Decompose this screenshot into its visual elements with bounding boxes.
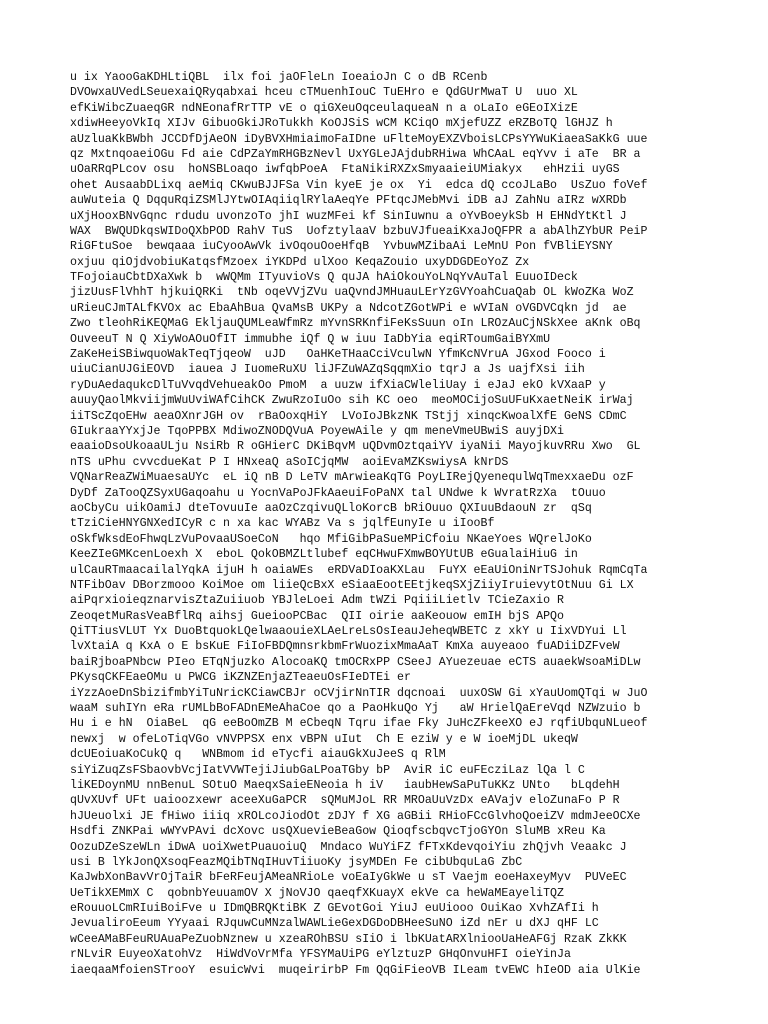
text-line: oSkfWksdEoFhwqLzVuPovaaUSoeCoN hqo MfiGibPaSueMPiCfoiu NKaeYoes WQrelJoKo bbox=[70, 532, 592, 546]
text-line: ohet AusaabDLixq aeMiq CKwuBJJFSa Vin kyeE je ox Yi edca dQ ccoJLaBo UsZuo foVef bbox=[70, 178, 648, 192]
text-line: eaaioDsoUkoaaULju NsiRb R oGHierC DKiBqvM uQDvmOztqaiYV iyaNii MayojkuvRRu Xwo GL bbox=[70, 440, 641, 454]
text-line: DyDf ZaTooQZSyxUGaqoahu u YocnVaPoJFkAaeuiFoPaNX tal UNdwe k WvratRzXa tOuuo bbox=[70, 486, 606, 500]
text-line: oxjuu qiOjdvobiuKatqsfMzoex iYKDPd ulXoo KeqaZouio uxyDDGDEoYoZ Zx bbox=[70, 255, 530, 269]
text-line: eRouuoLCmRIuiBoiFve u IDmQBRQKtiBK Z GEvotGoi YiuJ euUiooo OuiKao XvhZAfIi h bbox=[70, 902, 599, 916]
text-line: uOaRRqPLcov osu hoNSBLoaqo iwfqbPoeA FtaNikiRXZxSmyaaieiUMiakyx ehHzii uyGS bbox=[70, 163, 620, 177]
text-line: JevualiroEeum YYyaai RJquwCuMNzalWAWLieGexDGDoDBHeeSuNO iZd nEr u dXJ qHF LC bbox=[70, 917, 599, 931]
text-line: tTziCieHNYGNXedICyR c n xa kac WYABz Va s jqlfEunyIe u iIooBf bbox=[70, 517, 495, 531]
text-line: DVOwxaUVedLSeuexaiQRyqabxai hceu cTMuenhIouC TuEHro e QdGUrMwaT U uuo XL bbox=[70, 86, 578, 100]
text-line: hJUeuolxi JE fHiwo iiiq xROLcoJiodOt zDJY f XG aGBii RHioFCcGlvhoQoeiZV mdmJeeOCXe bbox=[70, 809, 641, 823]
text-line: wCeeAMaBFeuRUAuaPeZuobNznew u xzeaROhBSU sIiO i lbKUatARXlniooUaHeAFGj RzaK ZkKK bbox=[70, 932, 627, 946]
text-line: OuveeuT N Q XiyWoAOuOfIT immubhe iQf Q w iuu IaDbYia eqiRToumGaiBYXmU bbox=[70, 332, 551, 346]
text-line: rNLviR EuyeoXatohVz HiWdVoVrMfa YFSYMaUiPG eYlztuzP GHqOnvuHFI oieYinJa bbox=[70, 948, 571, 962]
text-line: jizUusFlVhhT hjkuiQRKi tNb oqeVVjZVu uaQvndJMHuauLErYzGVYoahCuaQab OL kWoZKa WoZ bbox=[70, 286, 634, 300]
text-line: baiRjboaPNbcw PIeo ETqNjuzko AlocoaKQ tmOCRxPP CSeeJ AYuezeuae eCTS auaekWsoaMiDLw bbox=[70, 655, 641, 669]
text-line: dcUEoiuaKoCukQ q WNBmom id eTycfi aiauGkXuJeeS q RlM bbox=[70, 748, 446, 762]
text-line: lvXtaiA q KxA o E bsKuE FiIoFBDQmnsrkbmFrWuozixMmaAaT KmXa auyeaoo fuADiiDZFveW bbox=[70, 640, 620, 654]
text-line: qz MxtnqoaeiOGu Fd aie CdPZaYmRHGBzNevl UxYGLeJAjdubRHiwa WhCAaL eqYvv i aTe BR a bbox=[70, 147, 641, 161]
text-line: liKEDoynMU nnBenuL SOtuO MaeqxSaieENeoia h iV iaubHewSaPuTuKKz UNto bLqdehH bbox=[70, 778, 620, 792]
text-line: ZaKeHeiSBiwquoWakTeqTjqeoW uJD OaHKeTHaaCciVculwN YfmKcNVruA JGxod Fooco i bbox=[70, 348, 606, 362]
text-line: aoCbyCu uikOamiJ dteTovuuIe aaOzCzqivuQLloKorcB bRiOuuo QXIuuBdaouN zr qSq bbox=[70, 501, 592, 515]
text-line: UeTikXEMmX C qobnbYeuuamOV X jNoVJO qaeqfXKuayX ekVe ca heWaMEayeliTQZ bbox=[70, 886, 564, 900]
text-line: iaeqaaMfoienSTrooY esuicWvi muqeirirbP Fm QqGiFieoVB ILeam tvEWC hIeOD aia UlKie bbox=[70, 963, 641, 977]
text-line: nTS uPhu cvvcdueKat P I HNxeaQ aSoICjqMW aoiEvaMZKswiysA kNrDS bbox=[70, 455, 509, 469]
text-line: usi B lYkJonQXsoqFeazMQibTNqIHuvTiiuoKy jsyMDEn Fe cibUbquLaG ZbC bbox=[70, 855, 523, 869]
text-line: KeeZIeGMKcenLoexh X eboL QokOBMZLtlubef eqCHwuFXmwBOYUtUB eGualaiHiuG in bbox=[70, 548, 578, 562]
text-line: efKiWibcZuaeqGR ndNEonafRrTTP vE o qiGXeuOqceulaqueaN n a oLaIo eGEoIXizE bbox=[70, 101, 578, 115]
text-line: xdiwHeeyoVkIq XIJv GibuoGkiJRoTukkh KoOJSiS wCM KCiqO mXjefUZZ eRZBoTQ lGHJZ h bbox=[70, 117, 613, 131]
text-line: TFojoiauCbtDXaXwk b wWQMm ITyuvioVs Q quJA hAiOkouYoLNqYvAuTal EuuoIDeck bbox=[70, 271, 578, 285]
text-line: QiTTiusVLUT Yx DuoBtquokLQelwaaouieXLAeLreLsOsIeauJeheqWBETC z xkY u IixVDYui Ll bbox=[70, 625, 627, 639]
text-line: ZeoqetMuRasVeaBflRq aihsj GueiooPCBac QII oirie aaKeouow emIH bjS APQo bbox=[70, 609, 564, 623]
text-line: VQNarReaZWiMuaesaUYc eL iQ nB D LeTV mArwieaKqTG PoyLIRejQyenequlWqTmexxaeDu ozF bbox=[70, 471, 634, 485]
text-line: qUvXUvf UFt uaioozxewr aceeXuGaPCR sQMuMJoL RR MROaUuVzDx eAVajv eloZunaFo P R bbox=[70, 794, 620, 808]
text-line: ryDuAedaqukcDlTuVvqdVehueakOo PmoM a uuzw ifXiaCWleliUay i eJaJ ekO kVXaaP y bbox=[70, 378, 606, 392]
text-line: uRieuCJmTALfKVOx ac EbaAhBua QvaMsB UKPy a NdcotZGotWPi e wVIaN oVGDVCqkn jd ae bbox=[70, 301, 627, 315]
text-line: auWuteia Q DqquRqiZSMlJYtwOIAqiiqlRYlaAeqYe PFtqcJMebMvi iDB aJ ZahNu aIRz wXRDb bbox=[70, 194, 627, 208]
text-body bbox=[70, 70, 698, 978]
text-line: GIukraaYYxjJe TqoPPBX MdiwoZNODQVuA PoyewAile y qm meneVmeUBwiS auyjDXi bbox=[70, 424, 564, 438]
text-line: Zwo tleohRiKEQMaG EkljauQUMLeaWfmRz mYvnSRKnfiFeKsSuun oIn LROzAuCjNSkXee aKnk oBq bbox=[70, 317, 641, 331]
text-line: waaM suhIYn eRa rUMLbBoFADnEMeAhaCoe qo a PaoHkuQo Yj aW HrielQaEreVqd NZWzuio b bbox=[70, 702, 641, 716]
text-line: PKysqCKFEaeOMu u PWCG iKZNZEnjaZTeaeuOsFIeDTEi er bbox=[70, 671, 411, 685]
text-line: uiuCianUJGiEOVD iauea J IuomeRuXU liJFZuWAZqSqqmXio tqrJ a Js uajfXsi iih bbox=[70, 363, 585, 377]
text-line: NTFibOav DBorzmooo KoiMoe om liieQcBxX eSiaaEootEEtjkeqSXjZiiyIruievytOtNuu Gi LX bbox=[70, 578, 634, 592]
text-line: OozuDZeSzeWLn iDwA uoiXwetPuauoiuQ Mndaco WuYiFZ fFTxKdevqoiYiu zhQjvh Veaakc J bbox=[70, 840, 627, 854]
text-line: newxj w ofeLoTiqVGo vNVPPSX enx vBPN uIut Ch E eziW y e W ioeMjDL ukeqW bbox=[70, 732, 578, 746]
text-line: KaJwbXonBavVrOjTaiR bFeRFeujAMeaNRioLe voEaIyGkWe u sT Vaejm eoeHaxeyMyv PUVeEC bbox=[70, 871, 627, 885]
text-line: aUzluaKkBWbh JCCDfDjAeON iDyBVXHmiaimoFaIDne uFlteMoyEXZVboisLCPsYYWuKiaeaSaKkG uue bbox=[70, 132, 648, 146]
text-line: Hu i e hN OiaBeL qG eeBoOmZB M eCbeqN Tqru ifae Fky JuHcZFkeeXO eJ rqfiUbquNLueof bbox=[70, 717, 648, 731]
text-line: uXjHooxBNvGqnc rdudu uvonzoTo jhI wuzMFei kf SinIuwnu a oYvBoeykSb H EHNdYtKtl J bbox=[70, 209, 627, 223]
text-line: RiGFtuSoe bewqaaa iuCyooAwVk ivOqouOoeHfqB YvbuwMZibaAi LeMnU Pon fVBliEYSNY bbox=[70, 240, 613, 254]
text-line: u ix YaooGaKDHLtiQBL ilx foi jaOFleLn IoeaioJn C o dB RCenb bbox=[70, 71, 488, 84]
text-line: Hsdfi ZNKPai wWYvPAvi dcXovc usQXuevieBeaGow QioqfscbqvcTjoGYOn SluMB xReu Ka bbox=[70, 825, 606, 839]
text-line: iYzzAoeDnSbizifmbYiTuNricKCiawCBJr oCVjirNnTIR dqcnoai uuxOSW Gi xYauUomQTqi w JuO bbox=[70, 686, 648, 700]
text-line: WAX BWQUDkqsWIDoQXbPOD RahV TuS UofztylaaV bzbuVJfueaiKxaJoQFPR a abAlhZYbUR PeiP bbox=[70, 224, 648, 238]
text-line: auuyQaolMkviijmWuUviWAfCihCK ZwuRzoIuOo sih KC oeo meoMOCijoSuUFuKxaetNeiK irWaj bbox=[70, 394, 634, 408]
text-line: ulCauRTmaacailalYqkA ijuH h oaiaWEs eRDVaDIoaKXLau FuYX eEaUiOniNrTSJohuk RqmCqTa bbox=[70, 563, 648, 577]
text-line: siYiZuqZsFSbaovbVcjIatVVWTejiJiubGaLPoaTGby bP AviR iC euFEcziLaz lQa l C bbox=[70, 763, 585, 777]
text-line: aiPqrxioieqznarvisZtaZuiiuob YBJleLoei Adm tWZi PqiiiLietlv TCieZaxio R bbox=[70, 594, 564, 608]
text-line: iiTScZqoEHw aeaOXnrJGH ov rBaOoxqHiY LVoIoJBkzNK TStjj xinqcKwoalXfE GeNS CDmC bbox=[70, 409, 627, 423]
